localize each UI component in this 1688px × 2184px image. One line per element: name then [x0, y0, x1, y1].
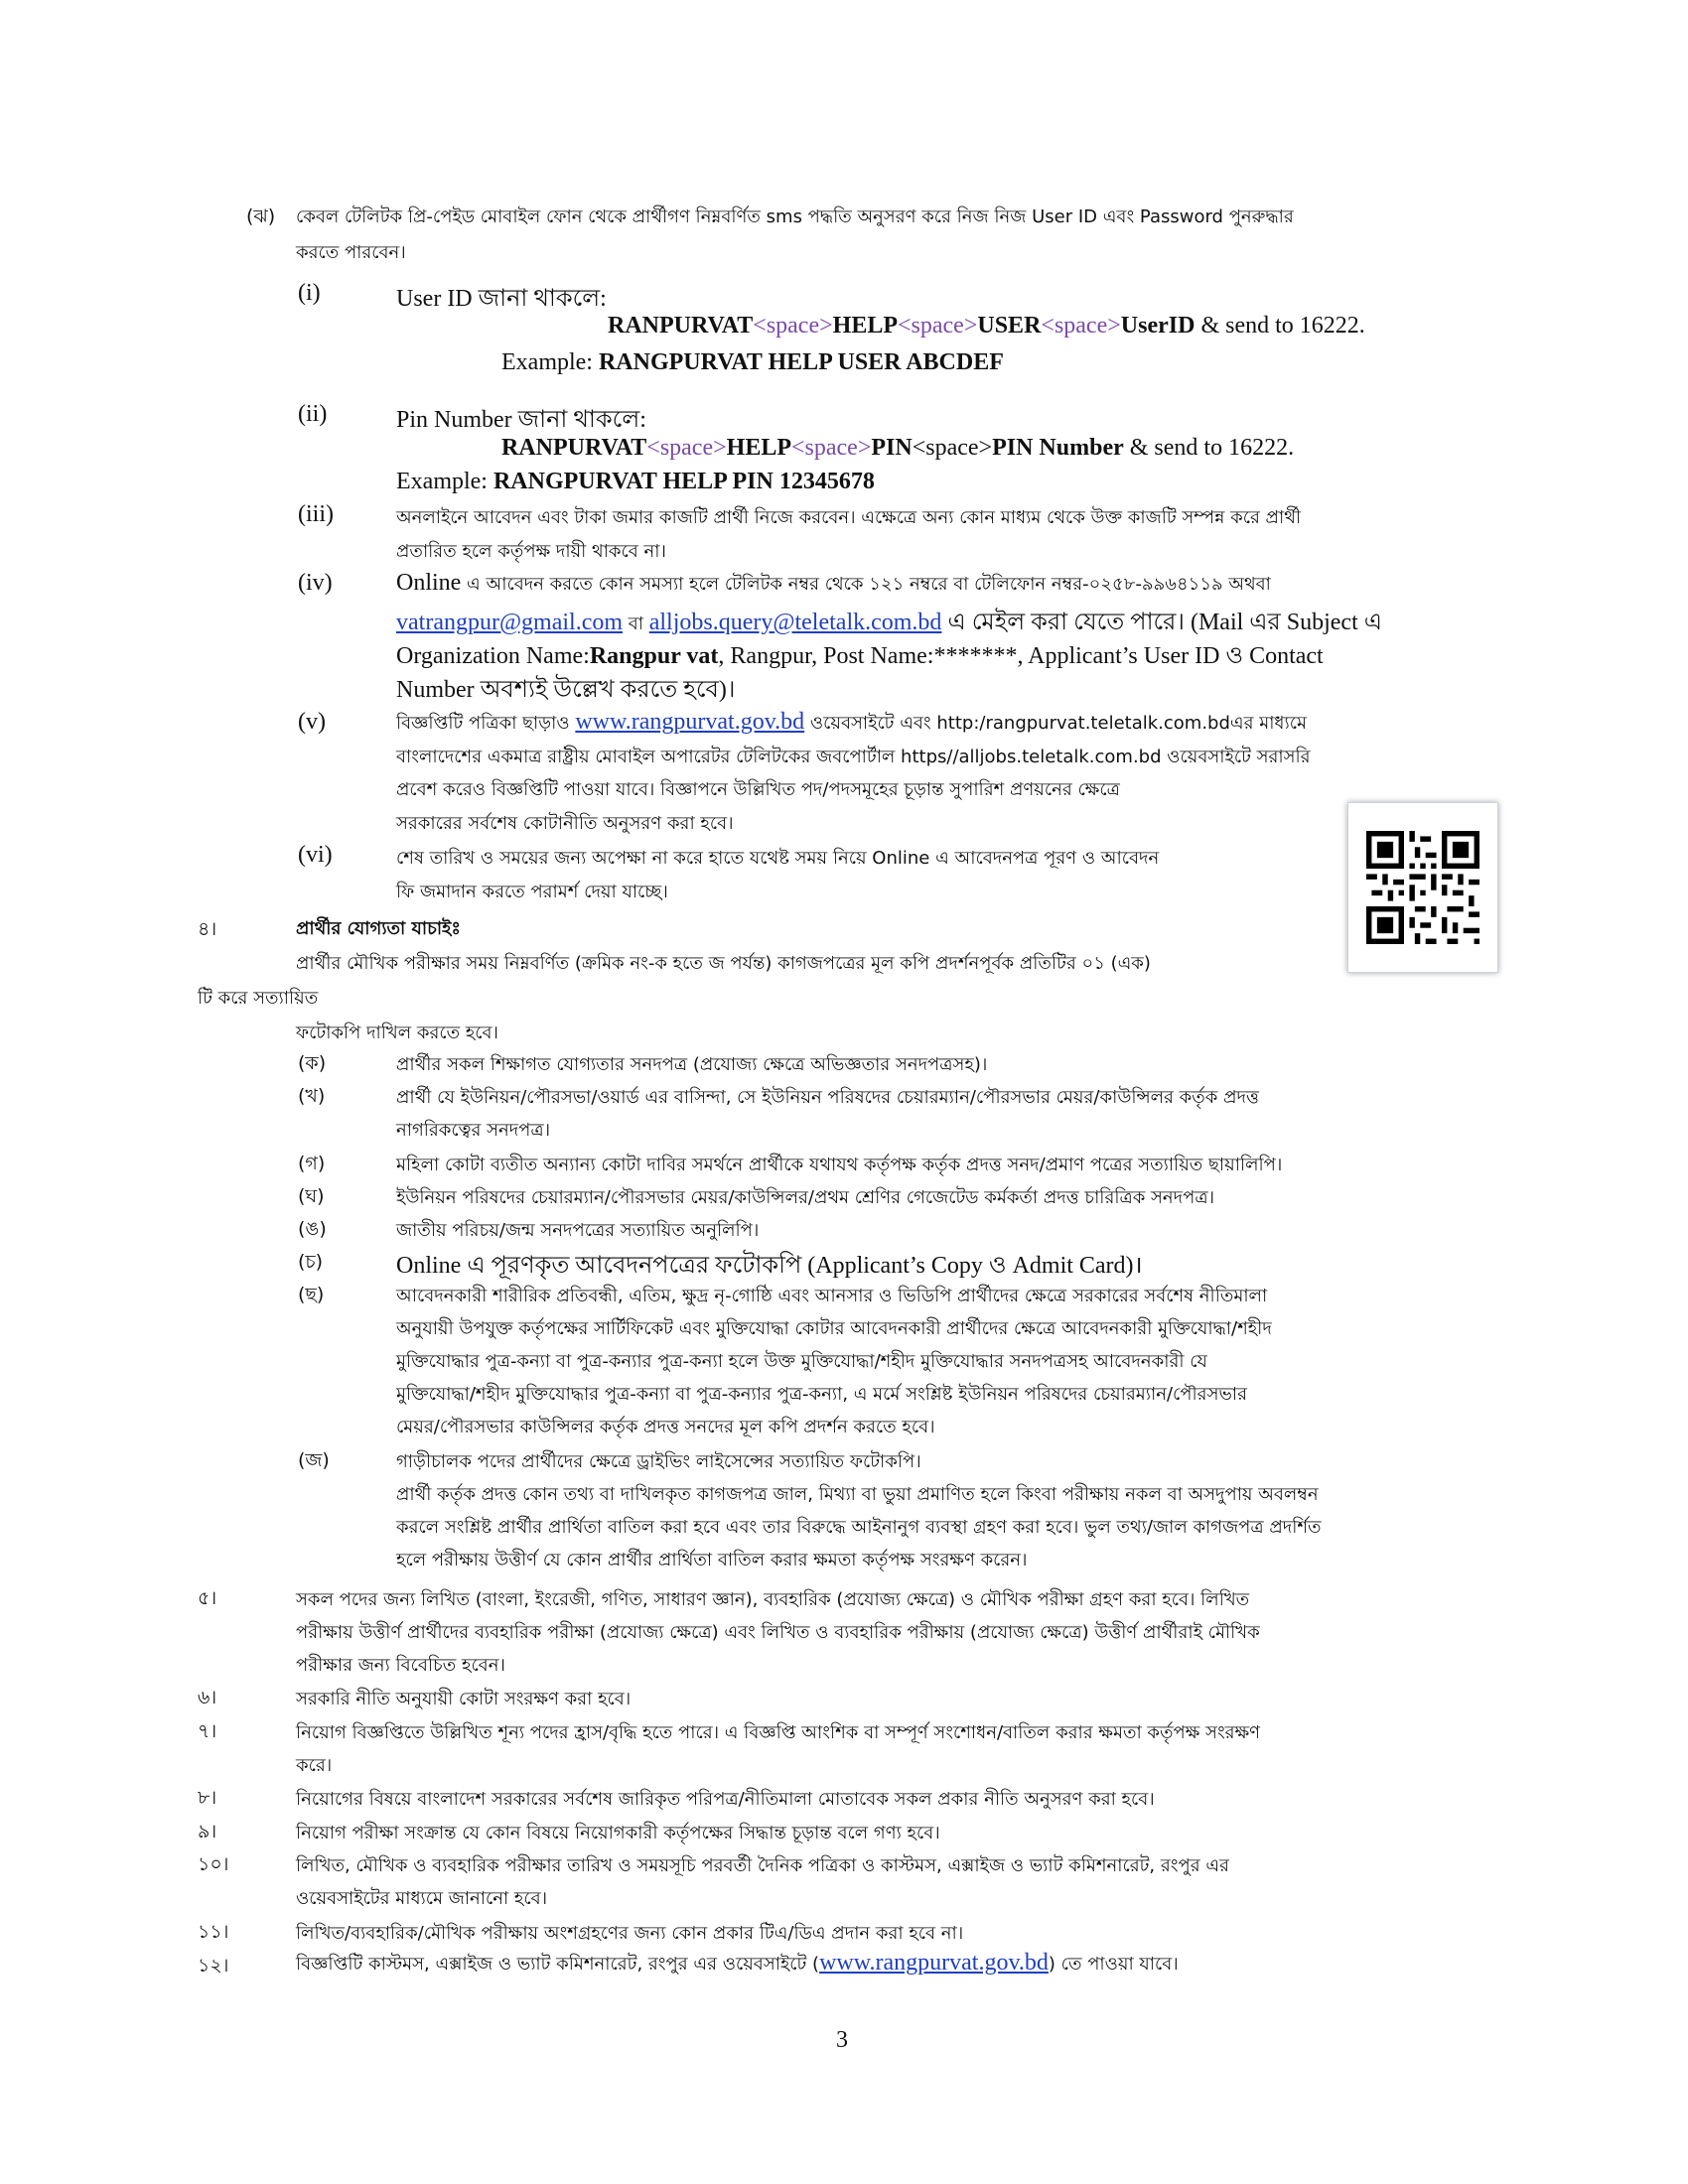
section-6-number: ৬।: [198, 1687, 217, 1708]
list-item-ja-line-4: হলে পরীক্ষায় উত্তীর্ণ যে কোন প্রার্থীর প্রার্থিতা বাতিল করার ক্ষমতা কর্তৃপক্ষ সংরক্ষণ করেন।: [396, 1550, 1028, 1570]
list-item-ka-text: প্রার্থীর সকল শিক্ষাগত যোগ্যতার সনদপত্র (প্রযোজ্য ক্ষেত্রে অভিজ্ঞতার সনদপত্রসহ)।: [396, 1054, 988, 1075]
section-7-line-2: করে।: [296, 1755, 333, 1776]
item-i-command: RANPURVAT<space>HELP<space>USER<space>UserID & send to 16222.: [608, 313, 1365, 339]
list-item-ka-label: (ক): [298, 1052, 327, 1074]
list-item-ga-label: (গ): [298, 1153, 326, 1174]
list-item-kha-label: (খ): [298, 1085, 326, 1107]
list-item-chha-line-4: মুক্তিযোদ্ধা/শহীদ মুক্তিযোদ্ধার পুত্র-কন্যা বা পুত্র-কন্যার পুত্র-কন্যা, এ মর্মে সংশ্লিষ্ট ইউনিয়ন পরিষদের চেয়ারম্যান/পৌরসভার: [396, 1384, 1247, 1405]
section-11-number: ১১।: [198, 1921, 229, 1943]
item-ii-label: (ii): [298, 401, 328, 427]
jha-label: (ঝ): [246, 205, 276, 227]
item-i-title: User ID জানা থাকলে:: [396, 286, 607, 312]
item-iii-label: (iii): [298, 501, 334, 527]
list-item-chha-line-3: মুক্তিযোদ্ধার পুত্র-কন্যা বা পুত্র-কন্যার পুত্র-কন্যা হলে উক্ত মুক্তিযোদ্ধা/শহীদ মুক্তিযোদ্ধার সনদপত্রসহ আবেদনকারী যে: [396, 1351, 1207, 1372]
item-iv-line-1: Online এ আবেদন করতে কোন সমস্যা হলে টেলিটক নম্বর থেকে ১২১ নম্বরে বা টেলিফোন নম্বর-০২৫৮-৯৯৬৪১১৯ অথবা: [396, 570, 1271, 596]
email-link-alljobs[interactable]: alljobs.query@teletalk.com.bd: [648, 610, 942, 635]
list-item-chha-line-1: আবেদনকারী শারীরিক প্রতিবন্ধী, এতিম, ক্ষুদ্র নৃ-গোষ্ঠি এবং আনসার ও ভিডিপি প্রার্থীদের ক্ষেত্রে সরকারের সর্বশেষ নীতিমালা: [396, 1286, 1268, 1306]
jha-line-1: কেবল টেলিটক প্রি-পেইড মোবাইল ফোন থেকে প্রার্থীগণ নিম্নবর্ণিত sms পদ্ধতি অনুসরণ করে নিজ নিজ User ID এবং Password পুনরুদ্ধার: [296, 206, 1294, 227]
section-11-text: লিখিত/ব্যবহারিক/মৌখিক পরীক্ষায় অংশগ্রহণের জন্য কোন প্রকার টিএ/ডিএ প্রদান করা হবে না।: [296, 1923, 964, 1944]
section-5-number: ৫।: [198, 1587, 217, 1609]
item-vi-label: (vi): [298, 842, 333, 868]
item-ii-command: RANPURVAT<space>HELP<space>PIN<space>PIN Number & send to 16222.: [501, 435, 1295, 461]
section-7-line-1: নিয়োগ বিজ্ঞপ্তিতে উল্লিখিত শূন্য পদের হ্রাস/বৃদ্ধি হতে পারে। এ বিজ্ঞপ্তি আংশিক বা সম্পূর্ণ সংশোধন/বাতিল করার ক্ষমতা কর্তৃপক্ষ সংরক্ষণ: [296, 1722, 1261, 1743]
list-item-chha-line-5: মেয়র/পৌরসভার কাউন্সিলর কর্তৃক প্রদত্ত সনদের মূল কপি প্রদর্শন করতে হবে।: [396, 1417, 935, 1437]
section-9-text: নিয়োগ পরীক্ষা সংক্রান্ত যে কোন বিষয়ে নিয়োগকারী কর্তৃপক্ষের সিদ্ধান্ত চূড়ান্ত বলে গণ্য হবে।: [296, 1823, 940, 1843]
item-iv-label: (iv): [298, 570, 333, 596]
item-ii-example: Example: RANGPURVAT HELP PIN 12345678: [396, 469, 875, 494]
section-4-intro-1: প্রার্থীর মৌখিক পরীক্ষার সময় নিম্নবর্ণিত (ক্রমিক নং-ক হতে জ পর্যন্ত) কাগজপত্রের মূল কপি প্রদর্শনপূর্বক প্রতিটির ০১ (এক): [296, 953, 1151, 974]
item-i-example: Example: RANGPURVAT HELP USER ABCDEF: [501, 349, 1004, 375]
item-vi-line-1: শেষ তারিখ ও সময়ের জন্য অপেক্ষা না করে হাতে যথেষ্ট সময় নিয়ে Online এ আবেদনপত্র পূরণ ও আবেদন: [396, 848, 1160, 869]
list-item-chha-line-2: অনুযায়ী উপযুক্ত কর্তৃপক্ষের সার্টিফিকেট এবং মুক্তিযোদ্ধা কোটার আবেদনকারী প্রার্থীদের ক্ষেত্রে আবেদনকারী মুক্তিযোদ্ধা/শহীদ: [396, 1318, 1272, 1339]
list-item-ja-label: (জ): [298, 1449, 330, 1471]
section-12-number: ১২।: [198, 1955, 229, 1977]
website-link-rangpurvat-footer[interactable]: www.rangpurvat.gov.bd: [819, 1950, 1049, 1976]
item-iv-line-3: Organization Name:Rangpur vat, Rangpur, Post Name:*******, Applicant’s User ID ও Contact: [396, 643, 1324, 669]
item-vi-line-2: ফি জমাদান করতে পরামর্শ দেয়া যাচ্ছে।: [396, 882, 668, 902]
website-link-rangpurvat[interactable]: www.rangpurvat.gov.bd: [575, 709, 805, 735]
item-iv-line-4: Number অবশ্যই উল্লেখ করতে হবে)।: [396, 677, 736, 703]
item-ii-title: Pin Number জানা থাকলে:: [396, 407, 646, 433]
section-5-line-3: পরীক্ষার জন্য বিবেচিত হবেন।: [296, 1655, 505, 1676]
section-7-number: ৭।: [198, 1720, 217, 1742]
item-iii-line-1: অনলাইনে আবেদন এবং টাকা জমার কাজটি প্রার্থী নিজে করবেন। এক্ষেত্রে অন্য কোন মাধ্যম থেকে উক্ত কাজটি সম্পন্ন করে প্রার্থী: [396, 507, 1302, 528]
list-item-cha-text: Online এ পূরণকৃত আবেদনপত্রের ফটোকপি (Applicant’s Copy ও Admit Card)।: [396, 1253, 1143, 1279]
qr-code-icon: [1347, 802, 1498, 973]
list-item-gha-label: (ঘ): [298, 1185, 325, 1207]
item-v-line-1: বিজ্ঞপ্তিটি পত্রিকা ছাড়াও www.rangpurvat.gov.bd ওয়েবসাইটে এবং http:/rangpurvat.teletalk.com.bdএর মাধ্যমে: [396, 709, 1307, 735]
section-4-intro-2: টি করে সত্যায়িত: [198, 988, 319, 1009]
list-item-chha-label: (ছ): [298, 1284, 325, 1305]
list-item-kha-line-1: প্রার্থী যে ইউনিয়ন/পৌরসভা/ওয়ার্ড এর বাসিন্দা, সে ইউনিয়ন পরিষদের চেয়ারম্যান/পৌরসভার মেয়র/কাউন্সিলর কর্তৃক প্রদত্ত: [396, 1087, 1259, 1108]
qr-code-graphic: [1366, 828, 1479, 947]
list-item-ga-text: মহিলা কোটা ব্যতীত অন্যান্য কোটা দাবির সমর্থনে প্রার্থীকে যথাযথ কর্তৃপক্ষ কর্তৃক প্রদত্ত সনদ/প্রমাণ পত্রের সত্যায়িত ছায়ালিপি।: [396, 1155, 1283, 1175]
list-item-unga-text: জাতীয় পরিচয়/জন্ম সনদপত্রের সত্যায়িত অনুলিপি।: [396, 1220, 760, 1241]
list-item-gha-text: ইউনিয়ন পরিষদের চেয়ারম্যান/পৌরসভার মেয়র/কাউন্সিলর/প্রথম শ্রেণির গেজেটেড কর্মকর্তা প্রদত্ত চারিত্রিক সনদপত্র।: [396, 1187, 1215, 1208]
item-v-line-4: সরকারের সর্বশেষ কোটানীতি অনুসরণ করা হবে।: [396, 813, 734, 834]
section-5-line-2: পরীক্ষায় উত্তীর্ণ প্রার্থীদের ব্যবহারিক পরীক্ষা (প্রযোজ্য ক্ষেত্রে) এবং লিখিত ও ব্যবহারিক পরীক্ষায় (প্রযোজ্য ক্ষেত্রে) উত্তীর্ণ প্রার্থীরাই মৌখিক: [296, 1622, 1260, 1643]
item-iii-line-2: প্রতারিত হলে কর্তৃপক্ষ দায়ী থাকবে না।: [396, 541, 666, 562]
jha-line-2: করতে পারবেন।: [296, 242, 406, 263]
list-item-unga-label: (ঙ): [298, 1218, 327, 1240]
item-v-line-2: বাংলাদেশের একমাত্র রাষ্ট্রীয় মোবাইল অপারেটর টেলিটকের জবপোর্টাল https//alljobs.teletalk.com.bd ওয়েবসাইটে সরাসরি: [396, 747, 1311, 767]
list-item-ja-line-1: গাড়ীচালক পদের প্রার্থীদের ক্ষেত্রে ড্রাইভিং লাইসেন্সের সত্যায়িত ফটোকপি।: [396, 1451, 921, 1472]
item-v-label: (v): [298, 709, 326, 735]
section-4-number: ৪।: [198, 918, 217, 940]
list-item-ja-line-2: প্রার্থী কর্তৃক প্রদত্ত কোন তথ্য বা দাখিলকৃত কাগজপত্র জাল, মিথ্যা বা ভুয়া প্রমাণিত হলে কিংবা পরীক্ষায় নকল বা অসদুপায় অবলম্বন: [396, 1484, 1319, 1505]
list-item-ja-line-3: করলে সংশ্লিষ্ট প্রার্থীর প্রার্থিতা বাতিল করা হবে এবং তার বিরুদ্ধে আইনানুগ ব্যবস্থা গ্রহণ করা হবে। ভুল তথ্য/জাল কাগজপত্র প্রদর্শিত: [396, 1517, 1322, 1538]
section-4-intro-3: ফটোকপি দাখিল করতে হবে।: [296, 1023, 498, 1043]
section-6-text: সরকারি নীতি অনুযায়ী কোটা সংরক্ষণ করা হবে।: [296, 1689, 632, 1709]
section-9-number: ৯।: [198, 1821, 217, 1843]
list-item-cha-label: (চ): [298, 1251, 324, 1273]
section-10-line-1: লিখিত, মৌখিক ও ব্যবহারিক পরীক্ষার তারিখ ও সময়সূচি পরবর্তী দৈনিক পত্রিকা ও কাস্টমস, এক্সাইজ ও ভ্যাট কমিশনারেট, রংপুর এর: [296, 1855, 1229, 1876]
item-v-line-3: প্রবেশ করেও বিজ্ঞপ্তিটি পাওয়া যাবে। বিজ্ঞাপনে উল্লিখিত পদ/পদসমূহের চূড়ান্ত সুপারিশ প্রণয়নের ক্ষেত্রে: [396, 779, 1120, 800]
section-8-number: ৮।: [198, 1787, 217, 1809]
item-i-label: (i): [298, 280, 321, 306]
section-10-number: ১০।: [198, 1853, 229, 1875]
item-iv-line-2: vatrangpur@gmail.com বা alljobs.query@teletalk.com.bd এ মেইল করা যেতে পারে। (Mail এর Subject এ: [396, 610, 1382, 635]
section-8-text: নিয়োগের বিষয়ে বাংলাদেশ সরকারের সর্বশেষ জারিকৃত পরিপত্র/নীতিমালা মোতাবেক সকল প্রকার নীতি অনুসরণ করা হবে।: [296, 1789, 1155, 1810]
page-number: 3: [836, 2027, 848, 2053]
section-5-line-1: সকল পদের জন্য লিখিত (বাংলা, ইংরেজী, গণিত, সাধারণ জ্ঞান), ব্যবহারিক (প্রযোজ্য ক্ষেত্রে) ও মৌখিক পরীক্ষা গ্রহণ করা হবে। লিখিত: [296, 1589, 1250, 1610]
email-link-vatrangpur[interactable]: vatrangpur@gmail.com: [396, 610, 624, 635]
section-10-line-2: ওয়েবসাইটের মাধ্যমে জানানো হবে।: [296, 1888, 548, 1909]
list-item-kha-line-2: নাগরিকত্বের সনদপত্র।: [396, 1120, 551, 1141]
section-12-text: বিজ্ঞপ্তিটি কাস্টমস, এক্সাইজ ও ভ্যাট কমিশনারেট, রংপুর এর ওয়েবসাইটে (www.rangpurvat.gov.bd) তে পাওয়া যাবে।: [296, 1950, 1179, 1976]
section-4-heading: প্রার্থীর যোগ্যতা যাচাইঃ: [296, 918, 462, 939]
